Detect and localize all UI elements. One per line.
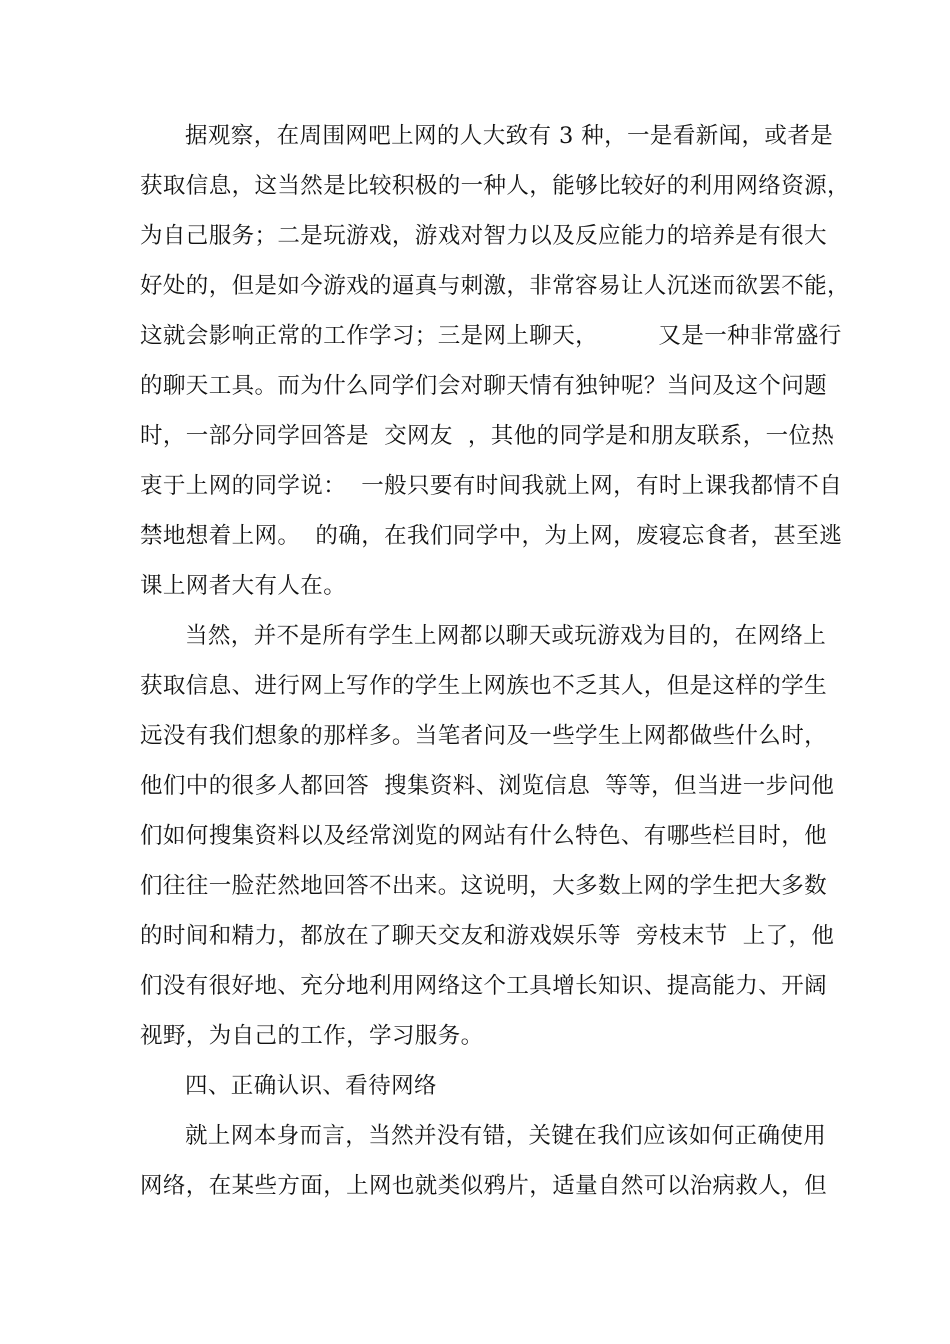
- text-line: 就上网本身而言，当然并没有错，关键在我们应该如何正确使用: [185, 1123, 827, 1149]
- text-line: 好处的，但是如今游戏的逼真与刺激，非常容易让人沉迷而欲罢不能，: [140, 273, 850, 299]
- text-line: 当然，并不是所有学生上网都以聊天或玩游戏为目的，在网络上: [185, 623, 827, 649]
- section-heading: 四、正确认识、看待网络: [185, 1073, 437, 1099]
- text-line: 们往往一脸茫然地回答不出来。这说明，大多数上网的学生把大多数: [140, 873, 828, 899]
- text-line: 获取信息，这当然是比较积极的一种人，能够比较好的利用网络资源，: [140, 173, 850, 199]
- text-line: 课上网者大有人在。: [140, 573, 347, 599]
- text-line: 为自己服务；二是玩游戏，游戏对智力以及反应能力的培养是有很大: [140, 223, 828, 249]
- text-line: 禁地想着上网。 的确，在我们同学中，为上网，废寝忘食者，甚至逃: [140, 523, 843, 549]
- text-line: 网络，在某些方面，上网也就类似鸦片，适量自然可以治病救人，但: [140, 1173, 828, 1199]
- text-line: 远没有我们想象的那样多。当笔者问及一些学生上网都做些什么时，: [140, 723, 828, 749]
- text-line: 的聊天工具。而为什么同学们会对聊天情有独钟呢？当问及这个问题: [140, 373, 828, 399]
- text-line: 时，一部分同学回答是 交网友 ，其他的同学是和朋友联系，一位热: [140, 423, 835, 449]
- text-line: 他们中的很多人都回答 搜集资料、浏览信息 等等，但当进一步问他: [140, 773, 835, 799]
- text-line: 这就会影响正常的工作学习；三是网上聊天， 又是一种非常盛行: [140, 323, 842, 349]
- text-line: 们没有很好地、充分地利用网络这个工具增长知识、提高能力、开阔: [140, 973, 828, 999]
- text-line: 视野，为自己的工作，学习服务。: [140, 1023, 484, 1049]
- text-line: 据观察，在周围网吧上网的人大致有 3 种，一是看新闻，或者是: [185, 123, 834, 149]
- text-line: 们如何搜集资料以及经常浏览的网站有什么特色、有哪些栏目时，他: [140, 823, 828, 849]
- text-line: 的时间和精力，都放在了聊天交友和游戏娱乐等 旁枝末节 上了，他: [140, 923, 835, 949]
- text-line: 获取信息、进行网上写作的学生上网族也不乏其人，但是这样的学生: [140, 673, 828, 699]
- text-line: 衷于上网的同学说： 一般只要有时间我就上网，有时上课我都情不自: [140, 473, 843, 499]
